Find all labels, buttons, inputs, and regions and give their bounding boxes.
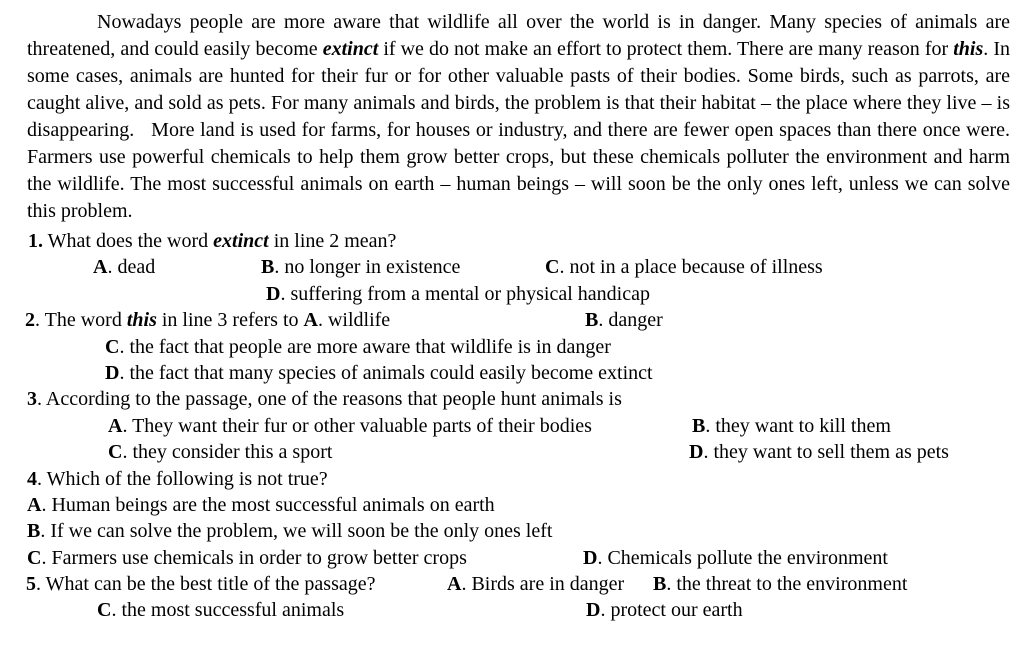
text-run: . the fact that people are more aware that wildlife is in danger [119, 335, 611, 358]
text-run: What does the word [43, 230, 214, 252]
text-run: D [583, 546, 598, 569]
line-part [25, 307, 390, 333]
worksheet-page [0, 9, 1024, 650]
text-run: . The word [35, 309, 127, 332]
text-run: . According to the passage, one of the reasons that people hunt animals is [37, 388, 622, 411]
line-part [97, 597, 344, 623]
text-run: A [303, 309, 318, 332]
question-line [0, 571, 1024, 597]
line-part [545, 254, 823, 280]
line-part [692, 413, 891, 439]
text-run: . What can be the best title of the passage? [36, 573, 376, 596]
text-run: A [447, 573, 462, 596]
text-run: 4 [27, 467, 37, 490]
line-part [105, 334, 611, 360]
question-line [0, 545, 1024, 571]
text-run: . They want their fur or other valuable parts of their bodies [122, 414, 592, 437]
text-run: C [97, 599, 112, 622]
text-run: A [27, 493, 42, 516]
line-part [26, 571, 376, 597]
line-part [653, 571, 907, 597]
text-run: C [27, 546, 42, 569]
text-run: C [108, 441, 123, 464]
text-run: . not in a place because of illness [559, 256, 823, 279]
question-line [0, 360, 1024, 386]
line-part [585, 307, 663, 333]
question-line [0, 386, 1024, 412]
text-run: C [545, 256, 560, 279]
question-line [0, 518, 1024, 544]
text-run: 5 [26, 573, 36, 596]
text-run: . dead [107, 256, 156, 279]
text-run: B [27, 520, 41, 543]
question-line [0, 281, 1024, 307]
line-part [689, 439, 949, 465]
line-part [27, 545, 467, 571]
text-run: . they want to sell them as pets [703, 441, 949, 464]
text-run: . suffering from a mental or physical handicap [280, 282, 650, 305]
text-run: B [692, 414, 706, 437]
line-part [93, 254, 155, 280]
text-run: . Farmers use chemicals in order to grow better crops [41, 546, 467, 569]
questions-section [0, 228, 1024, 624]
text-run: 1. [28, 230, 43, 252]
line-part [108, 439, 332, 465]
text-run: . Which of the following is not true? [37, 467, 328, 490]
line-part [105, 360, 653, 386]
question-line [0, 439, 1024, 465]
question-line [0, 334, 1024, 360]
question-4 [0, 466, 1024, 572]
text-run: 3 [27, 388, 37, 411]
line-part [108, 413, 592, 439]
text-run: B [261, 256, 275, 279]
line-part [583, 545, 888, 571]
text-run: D [105, 361, 120, 384]
text-run: in line 3 refers to [156, 309, 304, 332]
text-run: D [689, 441, 704, 464]
text-run: . the most successful animals [111, 599, 345, 622]
line-part [586, 597, 743, 623]
line-part [27, 466, 328, 492]
text-run: in line 2 mean? [268, 230, 397, 252]
text-run: . no longer in existence [274, 256, 461, 279]
line-part [447, 571, 624, 597]
text-run: extinct [213, 230, 269, 252]
line-part [27, 518, 552, 544]
text-run: . Chemicals pollute the environment [597, 546, 888, 569]
text-run: this [126, 309, 157, 332]
text-run: extinct [322, 38, 379, 60]
question-line [0, 597, 1024, 623]
text-run: C [105, 335, 120, 358]
text-run: . the fact that many species of animals could easily become extinct [119, 361, 653, 384]
question-line [0, 228, 1024, 254]
text-run: this [953, 38, 984, 60]
question-line [0, 492, 1024, 518]
question-line [0, 466, 1024, 492]
text-run: . they want to kill them [705, 414, 891, 437]
text-run: B [653, 573, 667, 596]
question-line [0, 307, 1024, 333]
question-5 [0, 571, 1024, 624]
text-run: . they consider this a sport [122, 441, 333, 464]
line-part [266, 281, 650, 307]
question-line [0, 413, 1024, 439]
text-run: if we do not make an effort to protect them. There are many reason for [378, 38, 954, 60]
text-run: . Birds are in danger [461, 573, 625, 596]
text-run: Nowadays people are more aware that wildlife all over the world is in danger. Many species of animals are threatened, and could easily become [27, 11, 1010, 60]
text-run: A [93, 256, 108, 279]
question-3 [0, 386, 1024, 465]
question-line [0, 254, 1024, 280]
line-part [27, 492, 495, 518]
text-run: D [266, 282, 281, 305]
question-1 [0, 228, 1024, 307]
line-part [261, 254, 460, 280]
passage-paragraph [27, 9, 1010, 225]
text-run: . danger [598, 309, 663, 332]
text-run: 2 [25, 309, 35, 332]
line-part [27, 386, 622, 412]
text-run: B [585, 309, 599, 332]
text-run: A [108, 414, 123, 437]
text-run: . protect our earth [600, 599, 743, 622]
text-run: D [586, 599, 601, 622]
text-run: . wildlife [317, 309, 391, 332]
text-run: . In some cases, animals are hunted for their fur or for other valuable pasts of their bodies. Some birds, such as parrots, are caught alive, and sold as pets. For many animals and birds, the problem is that their habitat – the place where they live – is disappearing. More land is used for farms, for houses or industry, and there are fewer open spaces than there once were. Farmers use powerful chemicals to help them grow better crops, but these chemicals polluter the environment and harm the wildlife. The most successful animals on earth – human beings – will soon be the only ones left, unless we can solve this problem. [27, 38, 1010, 222]
text-run: . If we can solve the problem, we will soon be the only ones left [40, 520, 553, 543]
question-2 [0, 307, 1024, 386]
line-part [28, 228, 396, 254]
text-run: . Human beings are the most successful animals on earth [41, 493, 495, 516]
text-run: . the threat to the environment [666, 573, 908, 596]
